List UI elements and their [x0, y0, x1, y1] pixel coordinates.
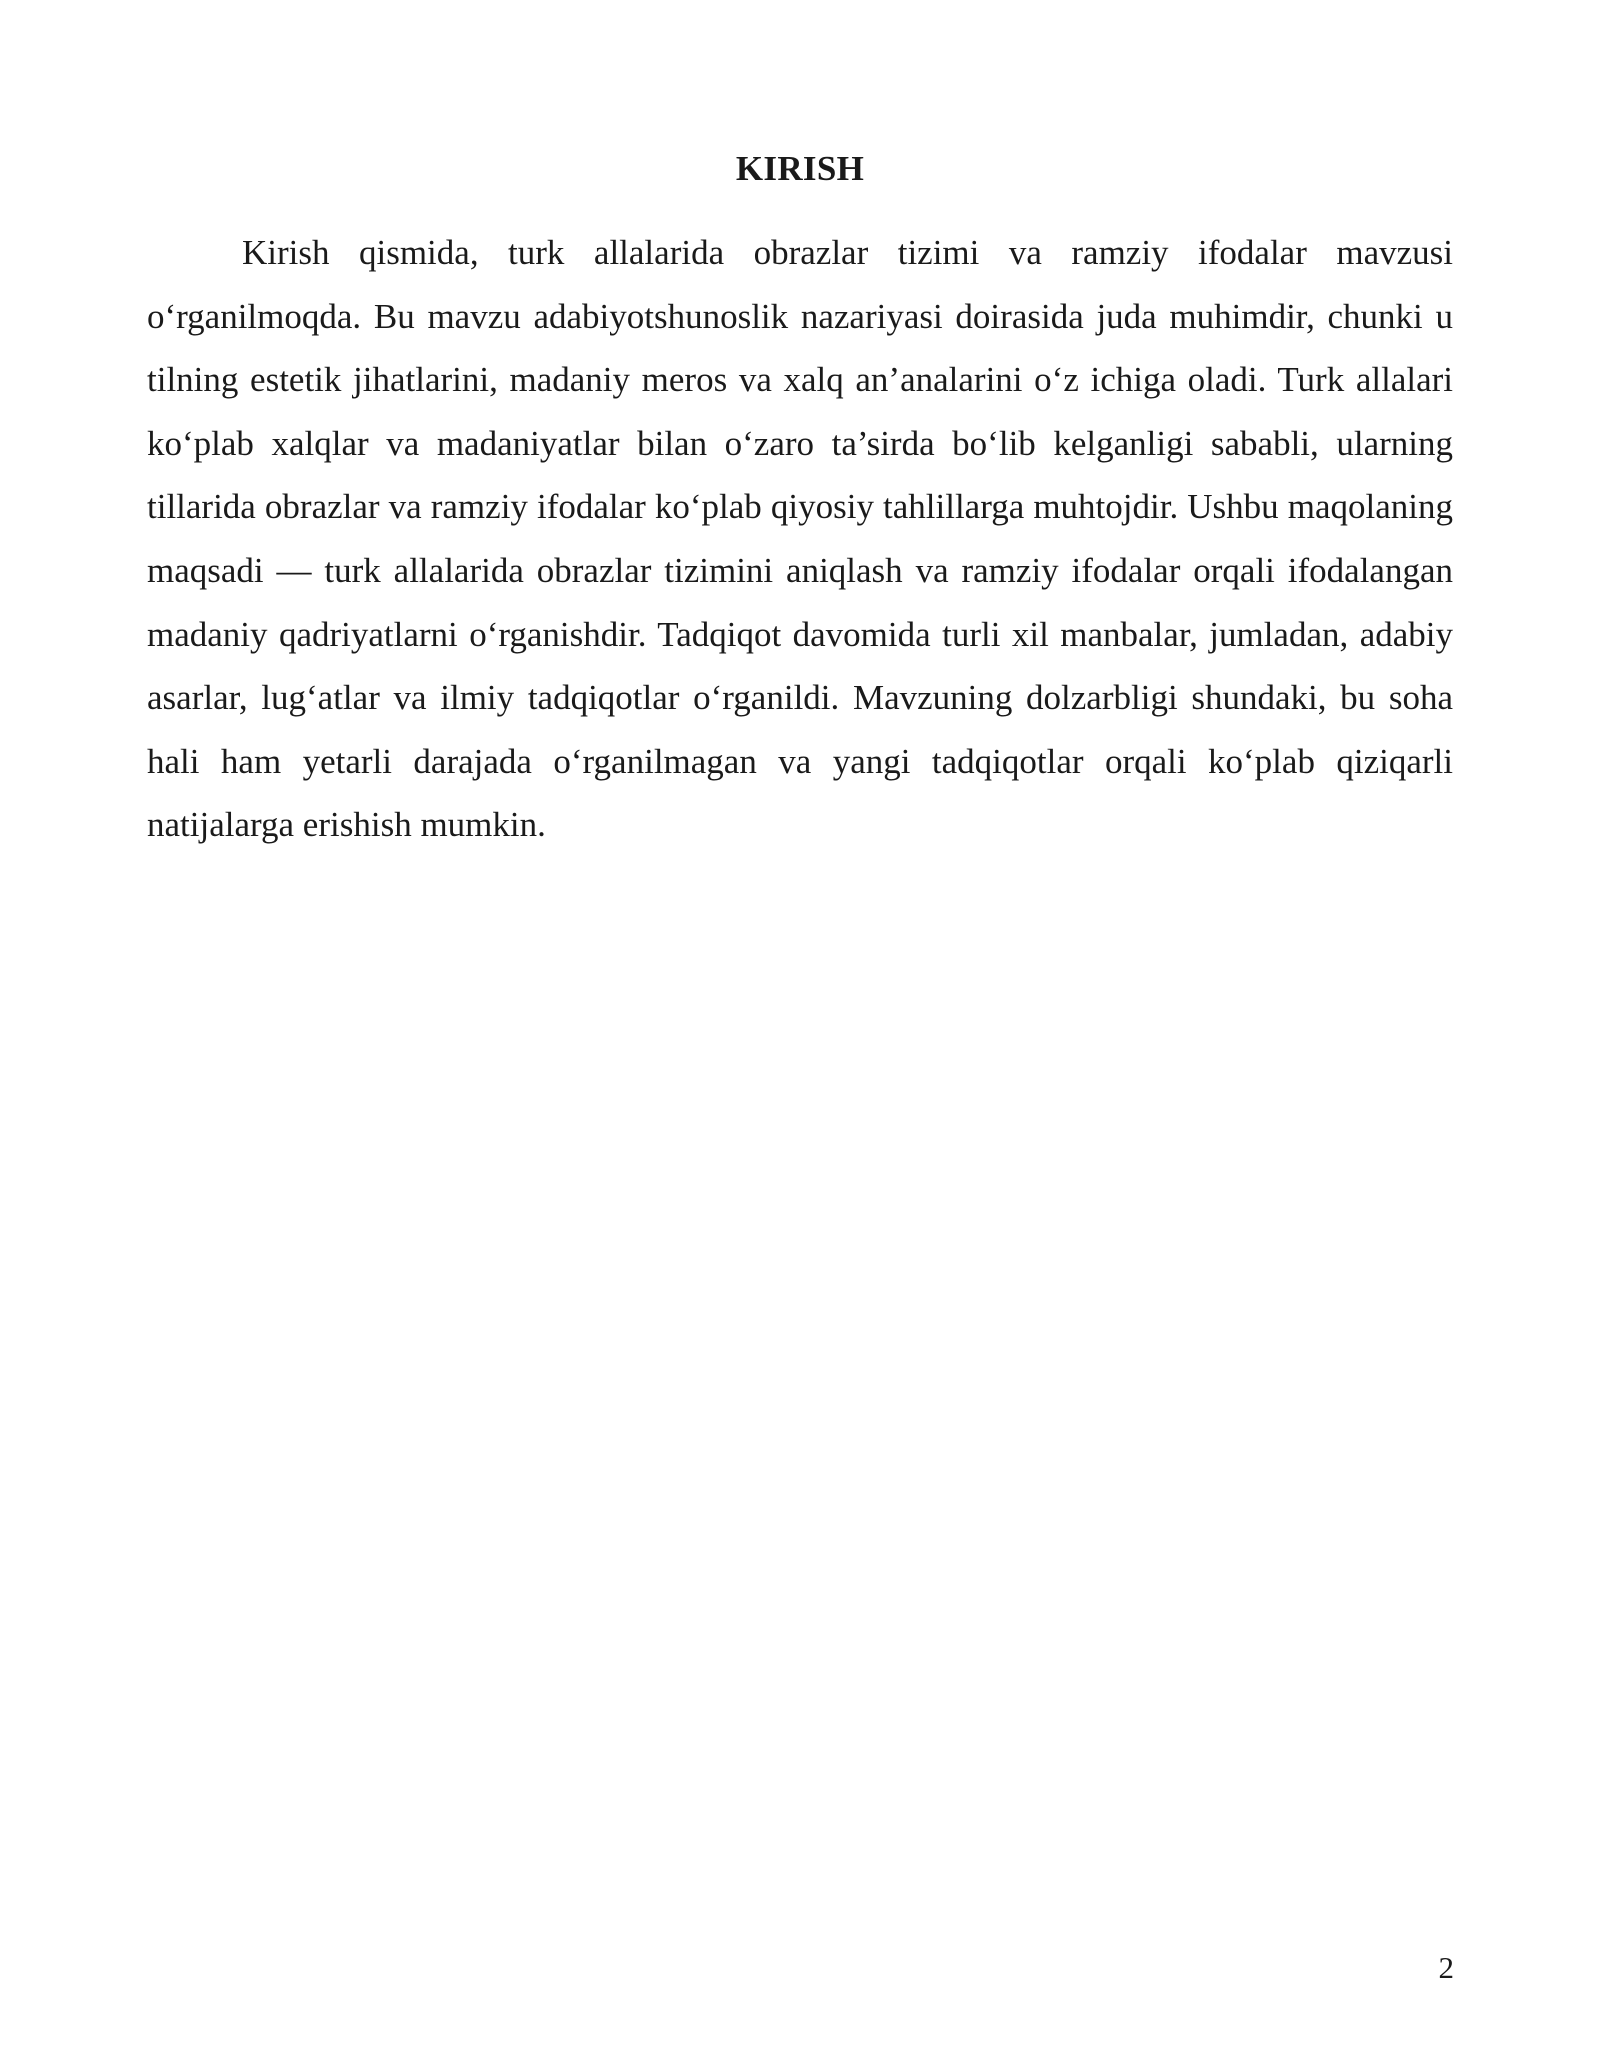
body-paragraph: Kirish qismida, turk allalarida obrazlar tizimi va ramziy ifodalar mavzusi o‘rganilmoqda. Bu mavzu adabiyotshunoslik nazariyasi doirasida juda muhimdir, chunki u tilning estetik jihatlarini, madaniy meros va xalq an’analarini o‘z ichiga oladi. Turk allalari ko‘plab xalqlar va madaniyatlar bilan o‘zaro ta’sirda bo‘lib kelganligi sababli, ularning tillarida obrazlar va ramziy ifodalar ko‘plab qiyosiy tahlillarga muhtojdir. Ushbu maqolaning maqsadi — turk allalarida obrazlar tizimini aniqlash va ramziy ifodalar orqali ifodalangan madaniy qadriyatlarni o‘rganishdir. Tadqiqot davomida turli xil manbalar, jumladan, adabiy asarlar, lug‘atlar va ilmiy tadqiqotlar o‘rganildi. Mavzuning dolzarbligi shundaki, bu soha hali ham yetarli darajada o‘rganilmagan va yangi tadqiqotlar orqali ko‘plab qiziqarli natijalarga erishish mumkin. [147, 233, 1453, 845]
page-number: 2 [1438, 1950, 1454, 1985]
section-heading: KIRISH [735, 149, 865, 188]
